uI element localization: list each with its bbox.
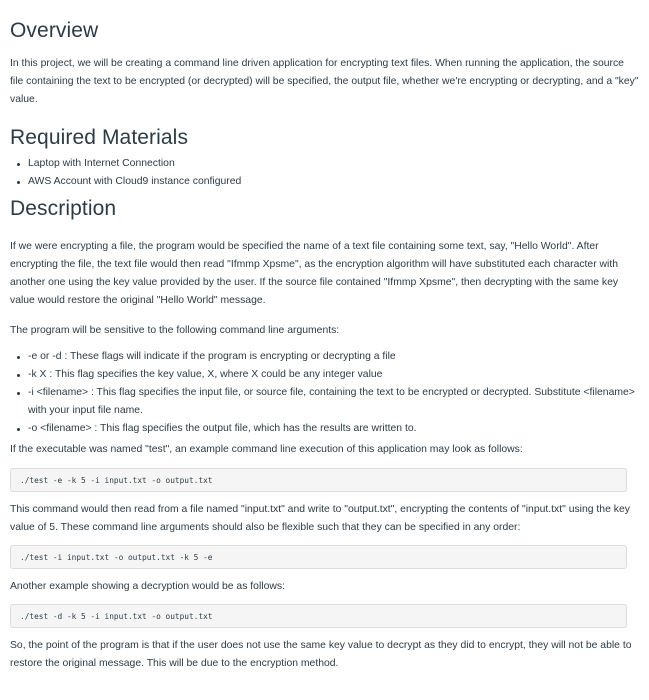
description-heading: Description: [10, 197, 117, 221]
arguments-list: [10, 348, 639, 438]
list-item: Laptop with Internet Connection: [28, 155, 639, 173]
list-item: -o <filename> : This flag specifies the output file, which has the results are written to.: [28, 420, 639, 438]
arguments-intro: The program will be sensitive to the following command line arguments:: [10, 324, 340, 336]
decryption-intro: Another example showing a decryption would be as follows:: [10, 580, 285, 592]
code-block: ./test -d -k 5 -i input.txt -o output.txt: [10, 604, 627, 628]
code-block: ./test -e -k 5 -i input.txt -o output.txt: [10, 468, 627, 492]
overview-heading: Overview: [10, 19, 99, 42]
materials-list: [10, 155, 639, 191]
description-intro: If we were encrypting a file, the program would be specified the name of a text file containing some text, say, "Hello World". After encrypting the file, the text file would then read "Ifmmp Xpsme", as the encryption algorithm will have substituted each character with another one using the key value provided by the user. If the source file contained "Ifmmp Xpsme", then decrypting with the same key value would restore the original "Hello World" message.: [10, 240, 619, 306]
required-materials-heading: Required Materials: [10, 126, 189, 150]
list-item: -k X : This flag specifies the key value, X, where X could be any integer value: [28, 366, 639, 384]
list-item: -e or -d : These flags will indicate if the program is encrypting or decrypting a file: [28, 348, 639, 366]
conclusion-paragraph: So, the point of the program is that if the user does not use the same key value to decrypt as they did to encrypt, they will not be able to restore the original message. This will be due to the encryption method.: [10, 639, 632, 669]
list-item: -i <filename> : This flag specifies the input file, or source file, containing the text to be encrypted or decrypted. Substitute <filename> with your input file name.: [28, 384, 639, 420]
code-block: ./test -i input.txt -o output.txt -k 5 -e: [10, 545, 627, 569]
list-item: AWS Account with Cloud9 instance configured: [28, 173, 639, 191]
flexible-order-paragraph: This command would then read from a file named "input.txt" and write to "output.txt", encrypting the contents of "input.txt" using the key value of 5. These command line arguments should also be flexible such that they can be specified in any order:: [10, 503, 630, 533]
example-intro: If the executable was named "test", an example command line execution of this application may look as follows:: [10, 443, 523, 455]
overview-paragraph: In this project, we will be creating a command line driven application for encrypting text files. When running the application, the source file containing the text to be encrypted (or decrypted) will be specified, the output file, whether we're encrypting or decrypting, and a "key" value.: [10, 58, 639, 106]
